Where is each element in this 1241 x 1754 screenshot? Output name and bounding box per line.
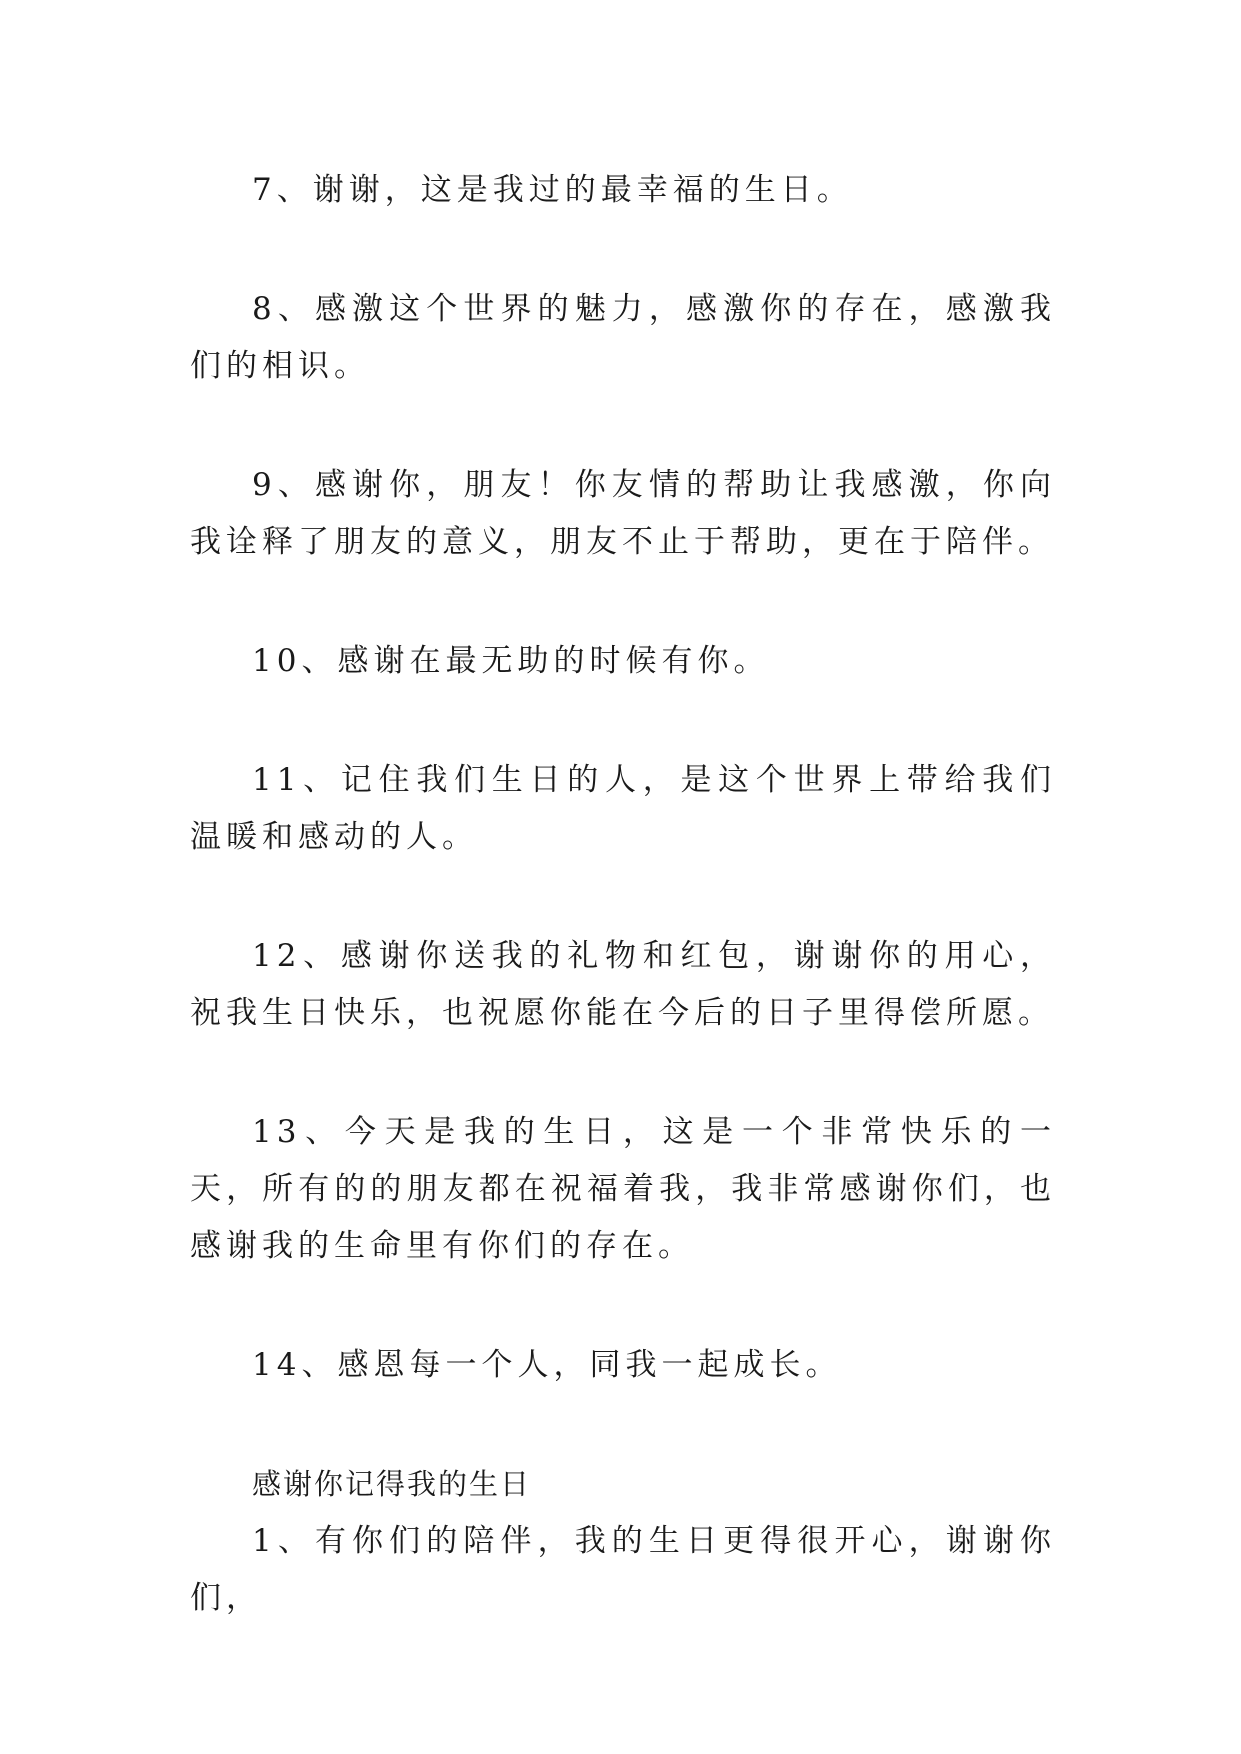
list-item-7: 7、谢谢，这是我过的最幸福的生日。: [252, 172, 853, 208]
document-body: [190, 162, 1056, 1627]
list-item-8: 8、感激这个世界的魅力，感激你的存在，感激我们的相识。: [190, 291, 1056, 384]
list-item-13: 13、今天是我的生日，这是一个非常快乐的一天，所有的的朋友都在祝福着我，我非常感谢你们，也感谢我的生命里有你们的存在。: [190, 1114, 1056, 1264]
section-list-item-1: 1、有你们的陪伴，我的生日更得很开心，谢谢你们，: [190, 1523, 1056, 1616]
section-heading: 感谢你记得我的生日: [252, 1467, 532, 1501]
list-item-11: 11、记住我们生日的人，是这个世界上带给我们温暖和感动的人。: [190, 762, 1056, 855]
list-item-12: 12、感谢你送我的礼物和红包，谢谢你的用心，祝我生日快乐，也祝愿你能在今后的日子里得偿所愿。: [190, 938, 1056, 1031]
list-item-10: 10、感谢在最无助的时候有你。: [252, 643, 770, 679]
list-item-14: 14、感恩每一个人，同我一起成长。: [252, 1347, 842, 1383]
list-item-9: 9、感谢你，朋友！你友情的帮助让我感激，你向我诠释了朋友的意义，朋友不止于帮助，更在于陪伴。: [190, 467, 1056, 560]
